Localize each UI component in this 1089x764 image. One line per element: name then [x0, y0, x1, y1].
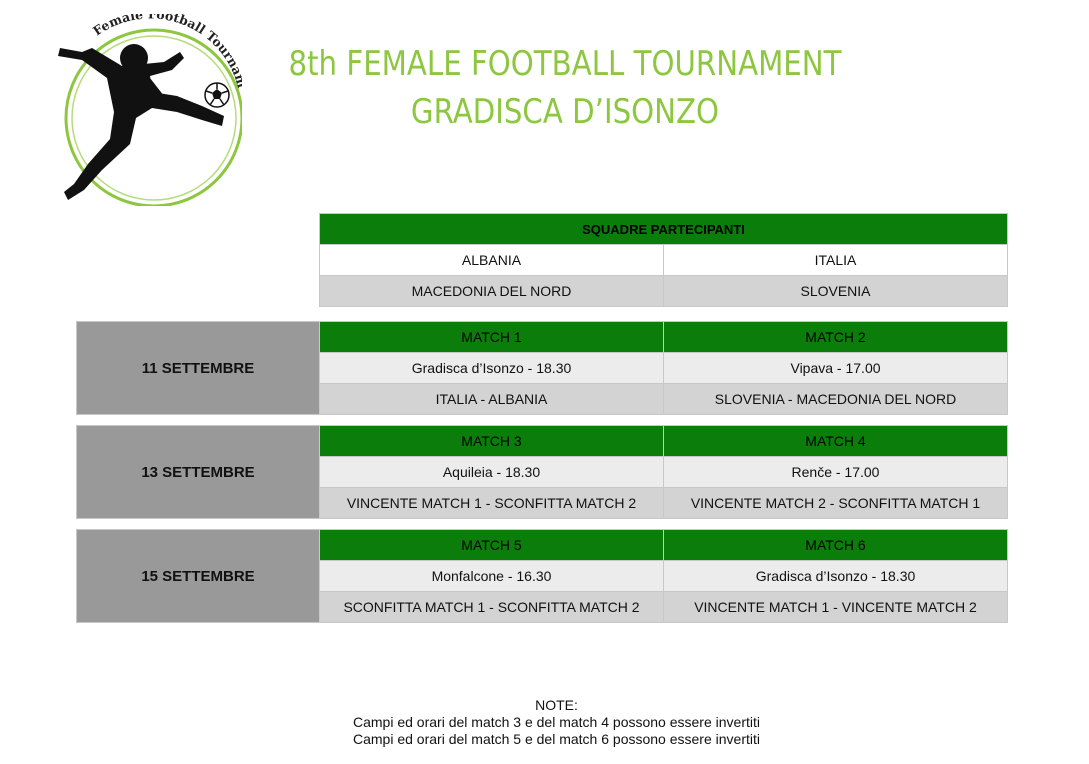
note-line: Campi ed orari del match 5 e del match 6 possono essere invertiti — [353, 731, 760, 747]
match-name: MATCH 1 — [320, 322, 664, 353]
schedule-day-2 — [76, 425, 1008, 519]
match-name: MATCH 5 — [320, 530, 664, 561]
teams-table-header: SQUADRE PARTECIPANTI — [320, 214, 1008, 245]
team-cell: ALBANIA — [320, 245, 664, 276]
tournament-logo — [52, 14, 242, 206]
soccer-ball-icon — [205, 83, 229, 107]
team-cell: ITALIA — [664, 245, 1008, 276]
match-teams: SLOVENIA - MACEDONIA DEL NORD — [664, 384, 1008, 415]
schedule-day-3 — [76, 529, 1008, 623]
match-name: MATCH 2 — [664, 322, 1008, 353]
match-teams: VINCENTE MATCH 1 - VINCENTE MATCH 2 — [664, 592, 1008, 623]
page-title: 8th FEMALE FOOTBALL TOURNAMENT — [288, 44, 842, 84]
match-venue: Monfalcone - 16.30 — [320, 561, 664, 592]
match-name: MATCH 3 — [320, 426, 664, 457]
match-venue: Gradisca d’Isonzo - 18.30 — [664, 561, 1008, 592]
notes-label: NOTE: — [535, 697, 578, 713]
match-teams: VINCENTE MATCH 1 - SCONFITTA MATCH 2 — [320, 488, 664, 519]
match-date: 13 SETTEMBRE — [77, 426, 320, 519]
match-teams: VINCENTE MATCH 2 - SCONFITTA MATCH 1 — [664, 488, 1008, 519]
logo-text: Female ootball Tourn — [90, 14, 242, 70]
team-cell: MACEDONIA DEL NORD — [320, 276, 664, 307]
match-teams: SCONFITTA MATCH 1 - SCONFITTA MATCH 2 — [320, 592, 664, 623]
note-line: Campi ed orari del match 3 e del match 4 possono essere invertiti — [353, 714, 760, 730]
teams-table — [319, 213, 1008, 307]
match-date: 15 SETTEMBRE — [77, 530, 320, 623]
match-name: MATCH 6 — [664, 530, 1008, 561]
page-subtitle: GRADISCA D’ISONZO — [410, 92, 720, 132]
match-name: MATCH 4 — [664, 426, 1008, 457]
match-teams: ITALIA - ALBANIA — [320, 384, 664, 415]
notes-section — [300, 697, 813, 748]
match-venue: Gradisca d’Isonzo - 18.30 — [320, 353, 664, 384]
match-venue: Renče - 17.00 — [664, 457, 1008, 488]
match-venue: Vipava - 17.00 — [664, 353, 1008, 384]
match-date: 11 SETTEMBRE — [77, 322, 320, 415]
schedule-day-1 — [76, 321, 1008, 415]
match-venue: Aquileia - 18.30 — [320, 457, 664, 488]
team-cell: SLOVENIA — [664, 276, 1008, 307]
